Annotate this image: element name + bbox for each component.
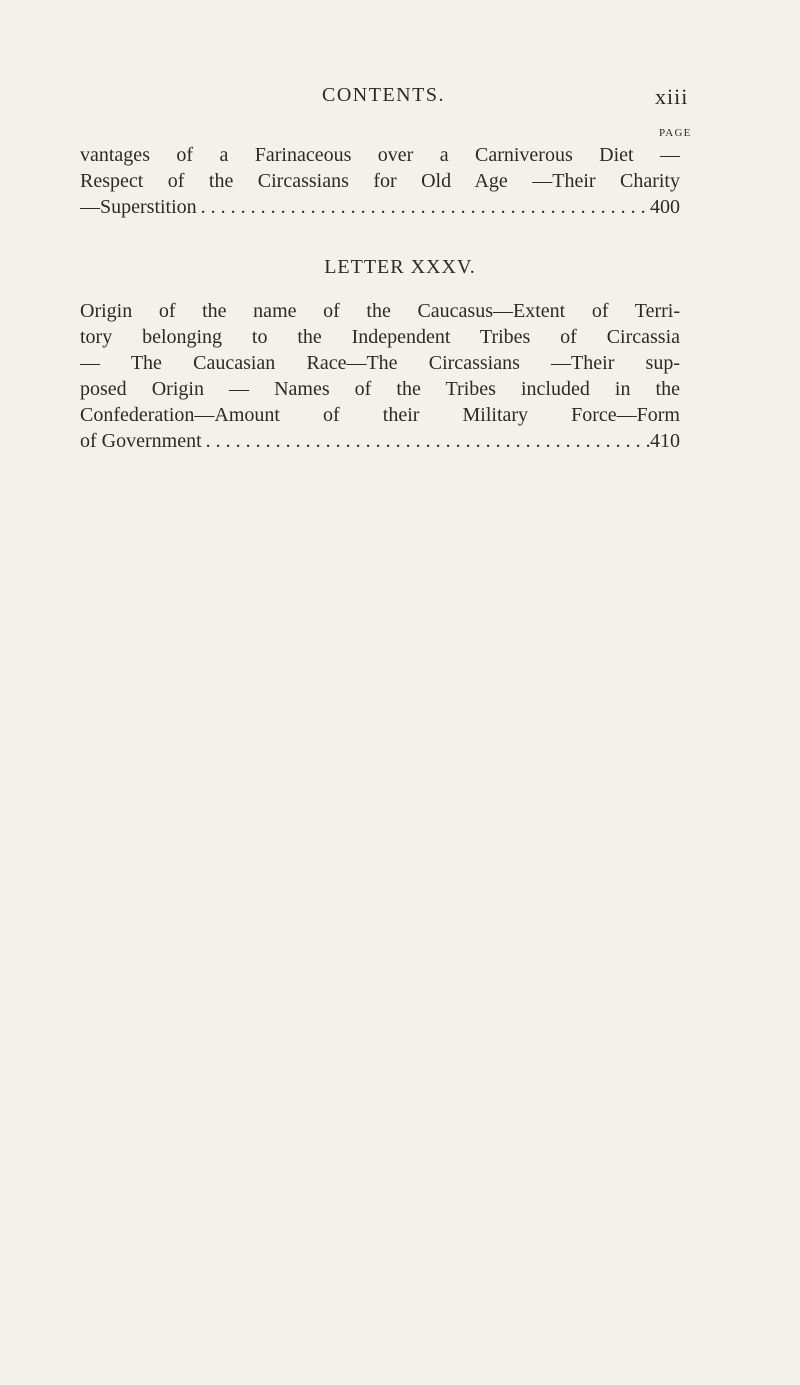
entry-page-number: 400 <box>650 196 680 218</box>
contents-entry <box>80 142 680 220</box>
entry-line: —Superstition <box>80 196 197 218</box>
page-column-label: PAGE <box>659 127 692 139</box>
entry-page-number: 410 <box>650 430 680 452</box>
entry-line: — The Caucasian Race—The Circassians —Their sup- <box>80 352 680 374</box>
page-number: xiii <box>655 84 689 109</box>
entry-line: Respect of the Circassians for Old Age —Their Charity <box>80 170 680 192</box>
entry-line: tory belonging to the Independent Tribes of Circassia <box>80 326 680 348</box>
dot-leader <box>197 194 650 220</box>
entry-line: of Government <box>80 430 202 452</box>
entry-line: vantages of a Farinaceous over a Carniverous Diet — <box>80 144 680 166</box>
entry-line: Confederation—Amount of their Military Force—Form <box>80 404 680 426</box>
entry-last-line <box>80 194 680 220</box>
entry-line: posed Origin — Names of the Tribes included in the <box>80 378 680 400</box>
entry-last-line <box>80 428 680 454</box>
dot-leader <box>202 428 650 454</box>
running-title: CONTENTS. <box>322 84 445 106</box>
entry-line: Origin of the name of the Caucasus—Extent of Terri- <box>80 300 680 322</box>
letter-heading: LETTER XXXV. <box>324 256 476 278</box>
running-head <box>0 84 800 114</box>
contents-entry <box>80 298 680 454</box>
